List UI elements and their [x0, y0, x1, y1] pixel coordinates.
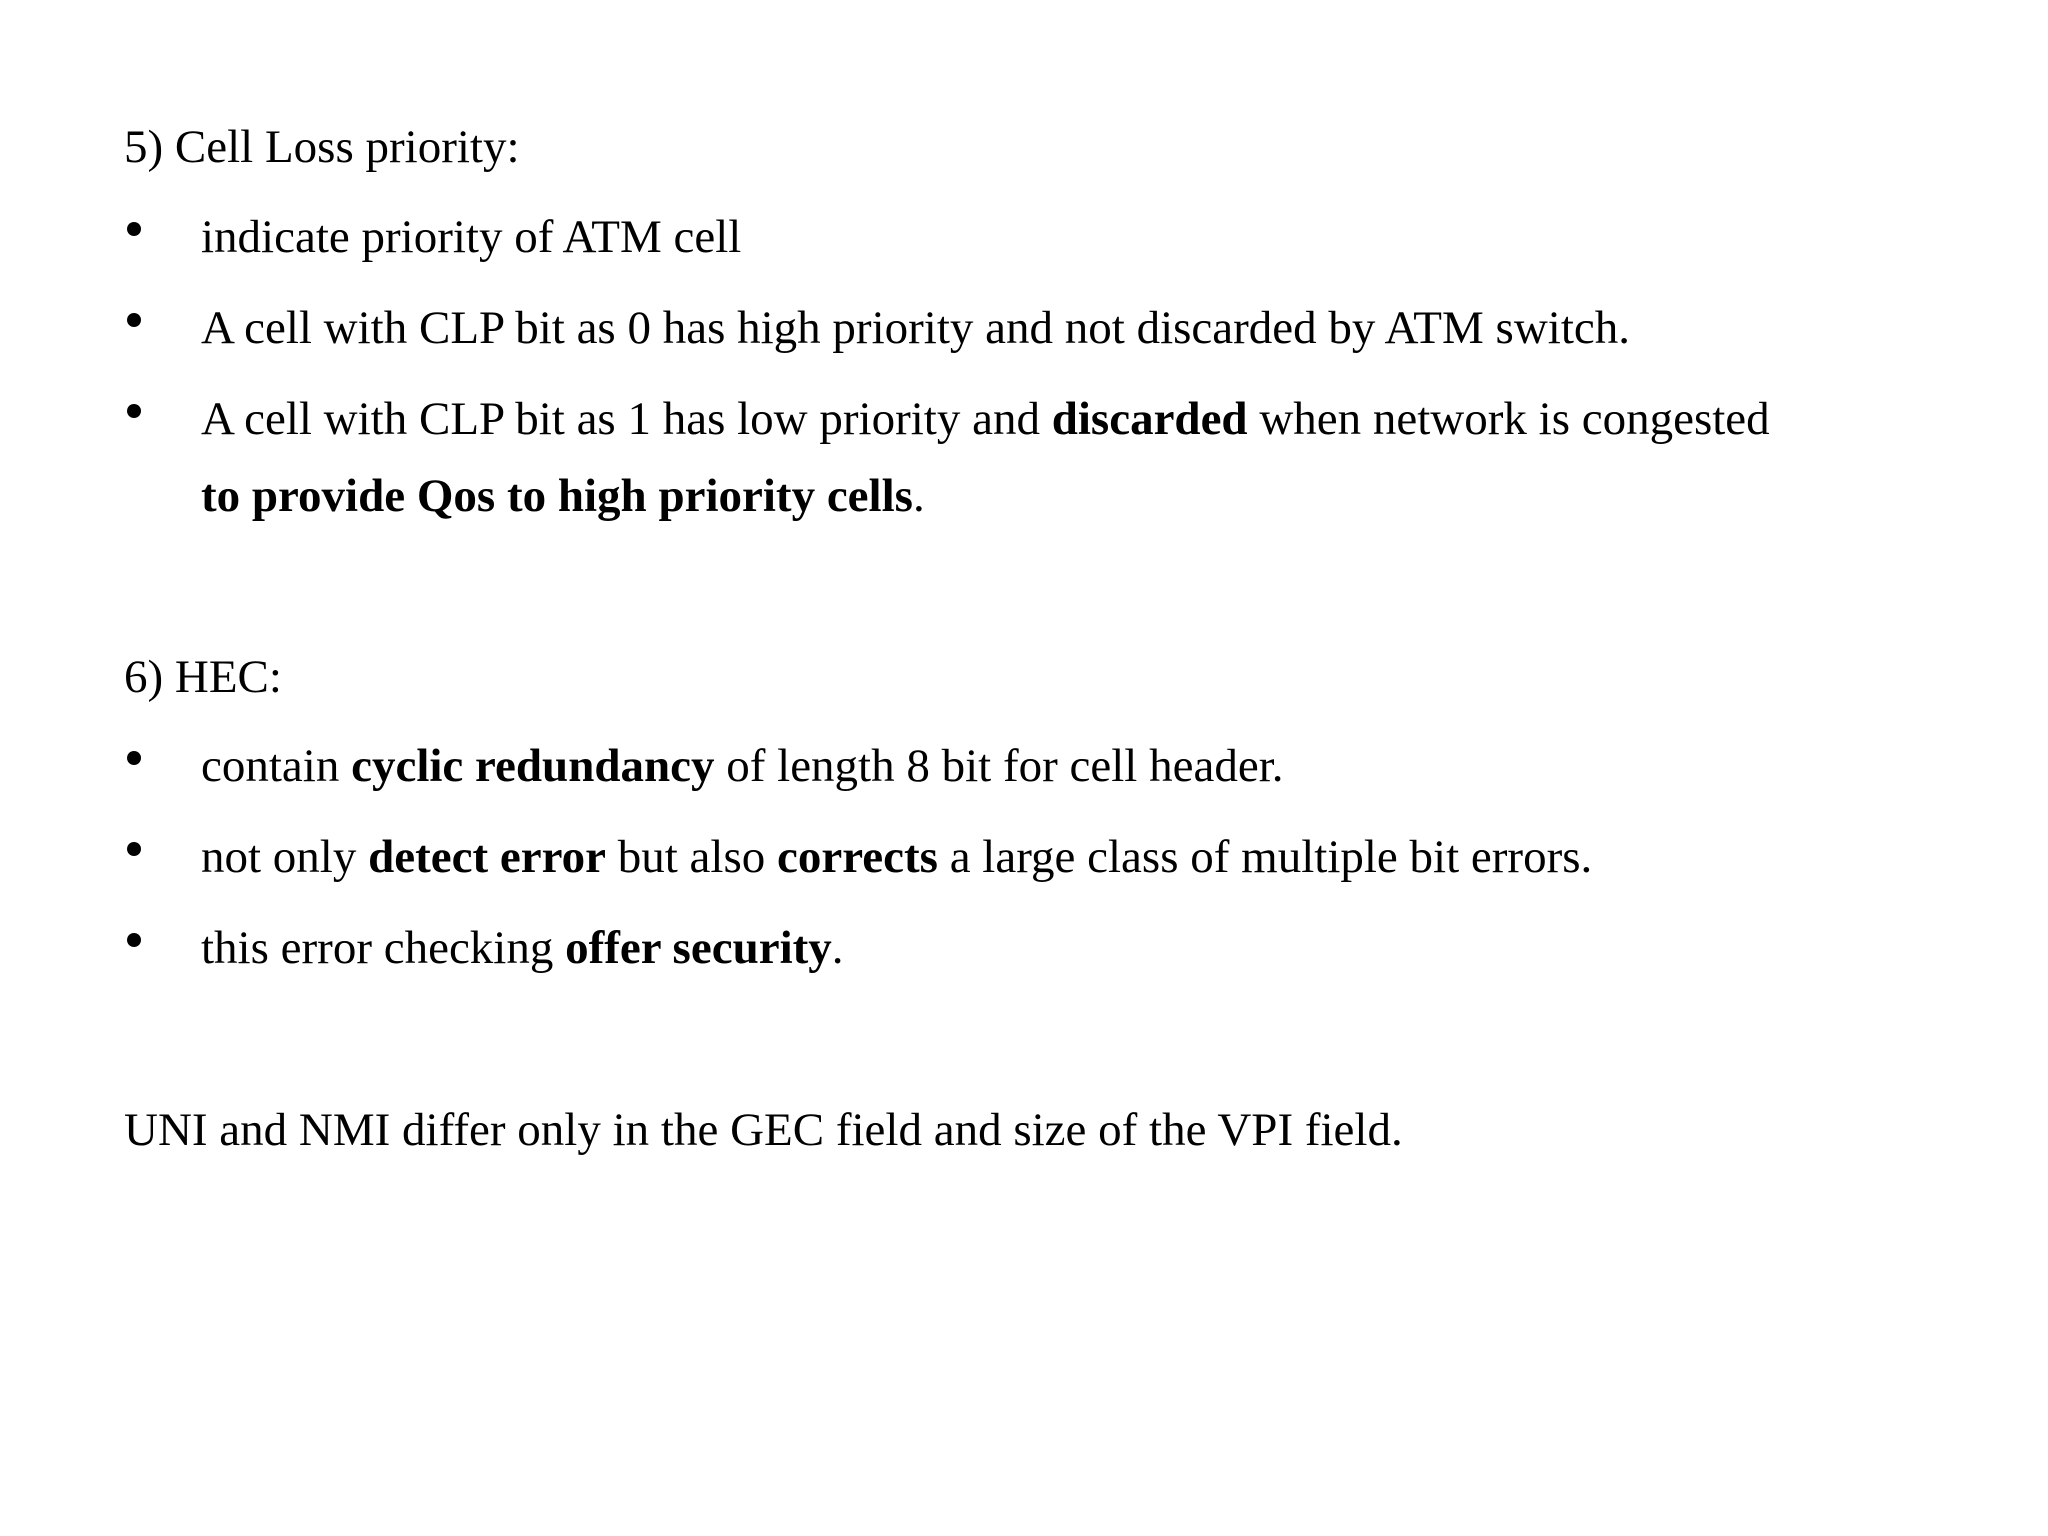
text-span: but also: [606, 831, 778, 883]
text-span: contain: [201, 740, 352, 792]
bold-text-cyclic-redundancy: cyclic redundancy: [351, 740, 715, 792]
section-6-bullet-3: [201, 922, 844, 974]
bullet-dot: [124, 310, 144, 330]
section-5-bullet-3-line-2: [201, 470, 925, 522]
text-span: .: [831, 922, 844, 974]
text-span: .: [912, 470, 925, 522]
bullet-dot: [124, 930, 144, 950]
bullet-dot: [124, 401, 144, 421]
bold-text-offer-security: offer security: [565, 922, 832, 974]
text-span: a large class of multiple bit errors.: [937, 831, 1593, 883]
bullet-dot: [124, 839, 144, 859]
text-span: when network is congested: [1247, 393, 1770, 445]
section-5-bullet-2: A cell with CLP bit as 0 has high priority and not discarded by ATM switch.: [201, 302, 1631, 354]
section-6-bullet-1: [201, 740, 1284, 792]
bold-text-corrects: corrects: [777, 831, 938, 883]
section-5-bullet-1: indicate priority of ATM cell: [201, 211, 742, 263]
section-5-heading: 5) Cell Loss priority:: [124, 121, 520, 173]
bold-text-detect-error: detect error: [368, 831, 606, 883]
section-6-bullet-2: [201, 831, 1593, 883]
text-span: A cell with CLP bit as 1 has low priority and: [201, 393, 1052, 445]
bullet-dot: [124, 748, 144, 768]
bold-text-qos: to provide Qos to high priority cells: [201, 470, 913, 522]
section-6-heading: 6) HEC:: [124, 651, 282, 703]
text-span: this error checking: [201, 922, 566, 974]
section-5-bullet-3-line-1: [201, 393, 1770, 445]
footer-note: UNI and NMI differ only in the GEC field and size of the VPI field.: [124, 1104, 1403, 1156]
bold-text-discarded: discarded: [1051, 393, 1248, 445]
bullet-dot: [124, 219, 144, 239]
text-span: not only: [201, 831, 369, 883]
text-span: of length 8 bit for cell header.: [714, 740, 1284, 792]
